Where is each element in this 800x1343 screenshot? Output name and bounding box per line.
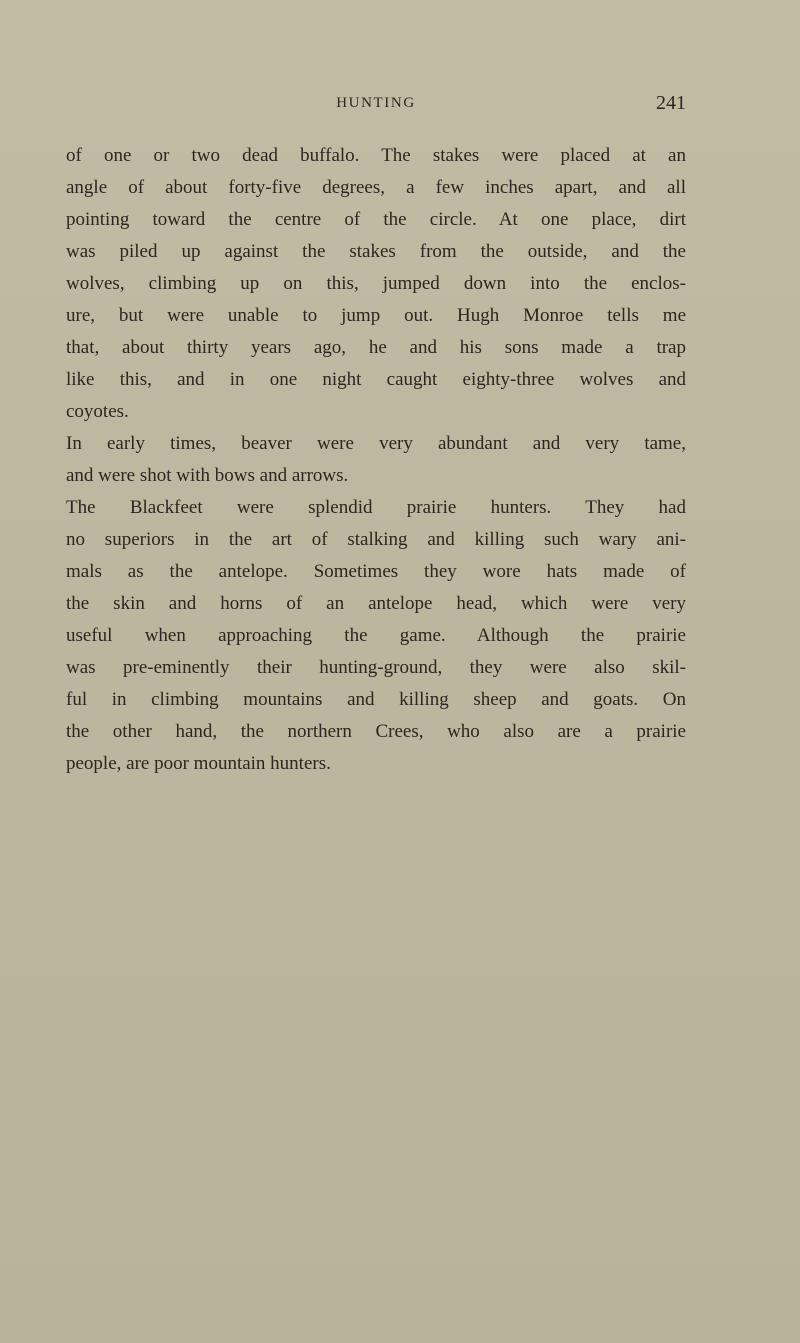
running-head-title: HUNTING — [336, 95, 416, 111]
text-line: The Blackfeet were splendid prairie hunters. They had — [66, 497, 686, 518]
text-line: In early times, beaver were very abundant and very tame, — [66, 433, 686, 454]
page-number: 241 — [656, 92, 686, 114]
text-line: was pre-eminently their hunting-ground, they were also skil- — [66, 657, 686, 678]
paragraph-1 — [66, 140, 686, 428]
paragraph-2 — [66, 428, 686, 492]
text-line: people, are poor mountain hunters. — [66, 753, 331, 774]
text-line: useful when approaching the game. Although the prairie — [66, 625, 686, 646]
text-line: wolves, climbing up on this, jumped down into the enclos- — [66, 273, 686, 294]
text-line: angle of about forty-five degrees, a few inches apart, and all — [66, 177, 686, 198]
text-line: ure, but were unable to jump out. Hugh Monroe tells me — [66, 305, 686, 326]
paragraph-3 — [66, 492, 686, 780]
body-text — [66, 140, 686, 780]
text-line: like this, and in one night caught eighty-three wolves and — [66, 369, 686, 390]
running-head — [66, 92, 686, 116]
text-line: no superiors in the art of stalking and killing such wary ani- — [66, 529, 686, 550]
text-line: mals as the antelope. Sometimes they wore hats made of — [66, 561, 686, 582]
text-line: ful in climbing mountains and killing sheep and goats. On — [66, 689, 686, 710]
text-line: and were shot with bows and arrows. — [66, 465, 349, 486]
text-line: that, about thirty years ago, he and his sons made a trap — [66, 337, 686, 358]
text-line: the skin and horns of an antelope head, which were very — [66, 593, 686, 614]
text-line: coyotes. — [66, 401, 129, 422]
text-line: of one or two dead buffalo. The stakes were placed at an — [66, 145, 686, 166]
text-line: the other hand, the northern Crees, who also are a prairie — [66, 721, 686, 742]
text-line: was piled up against the stakes from the outside, and the — [66, 241, 686, 262]
text-line: pointing toward the centre of the circle. At one place, dirt — [66, 209, 686, 230]
